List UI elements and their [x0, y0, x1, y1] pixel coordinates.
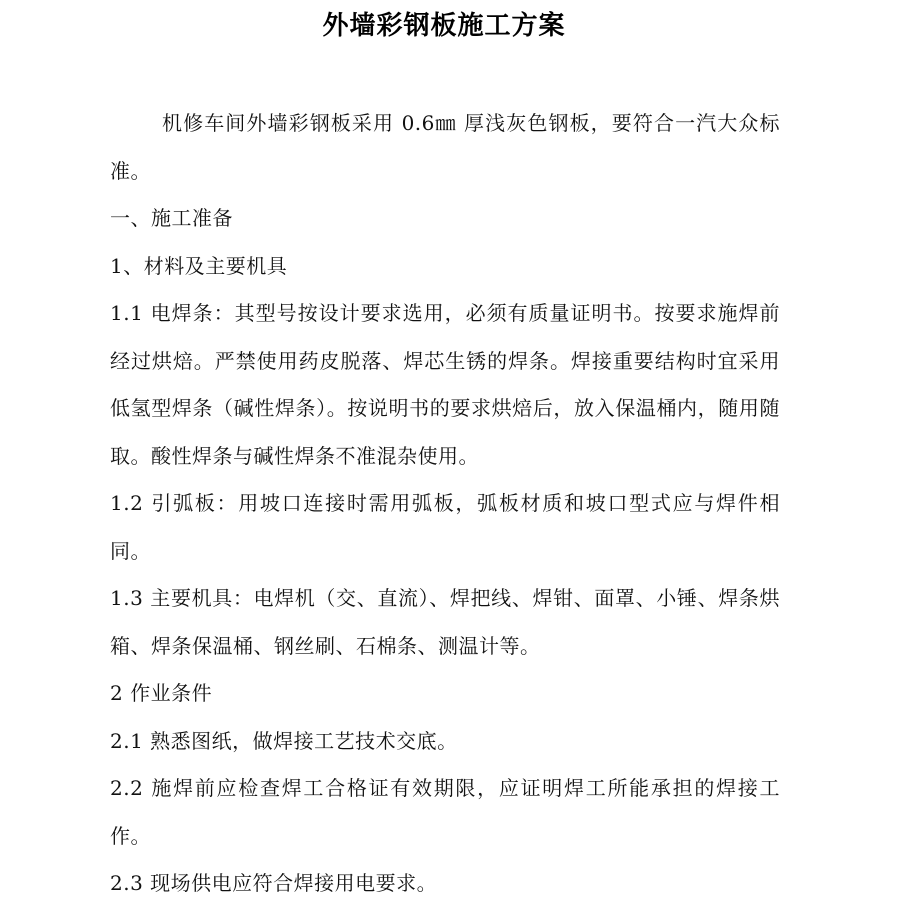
document-title: 外墙彩钢板施工方案 — [322, 11, 566, 41]
paragraph-2-1-drawings: 2.1 熟悉图纸，做焊接工艺技术交底。 — [110, 728, 458, 753]
document-body — [110, 100, 780, 908]
paragraph-1-1-welding-rod: 1.1 电焊条：其型号按设计要求选用，必须有质量证明书。按要求施焊前经过烘焙。严禁使用药皮脱落、焊芯生锈的焊条。焊接重要结构时宜采用低氢型焊条（碱性焊条）。按说明书的要求烘焙后，放入保温桶内，随用随取。酸性焊条与碱性焊条不准混杂使用。 — [110, 301, 780, 468]
paragraph-1-2-arc-plate: 1.2 引弧板：用坡口连接时需用弧板，弧板材质和坡口型式应与焊件相同。 — [110, 491, 780, 563]
intro-paragraph: 机修车间外墙彩钢板采用 0.6㎜ 厚浅灰色钢板，要符合一汽大众标准。 — [110, 111, 780, 183]
subsection-heading-work-conditions: 2 作业条件 — [110, 681, 213, 705]
section-heading-preparation: 一、施工准备 — [110, 206, 233, 230]
paragraph-2-3-power-supply: 2.3 现场供电应符合焊接用电要求。 — [110, 871, 438, 895]
paragraph-1-3-main-tools: 1.3 主要机具：电焊机（交、直流）、焊把线、焊钳、面罩、小锤、焊条烘箱、焊条保温桶、钢丝刷、石棉条、测温计等。 — [110, 586, 780, 658]
subsection-heading-materials: 1、材料及主要机具 — [110, 253, 288, 278]
paragraph-2-2-welder-certificate: 2.2 施焊前应检查焊工合格证有效期限，应证明焊工所能承担的焊接工作。 — [110, 776, 780, 848]
